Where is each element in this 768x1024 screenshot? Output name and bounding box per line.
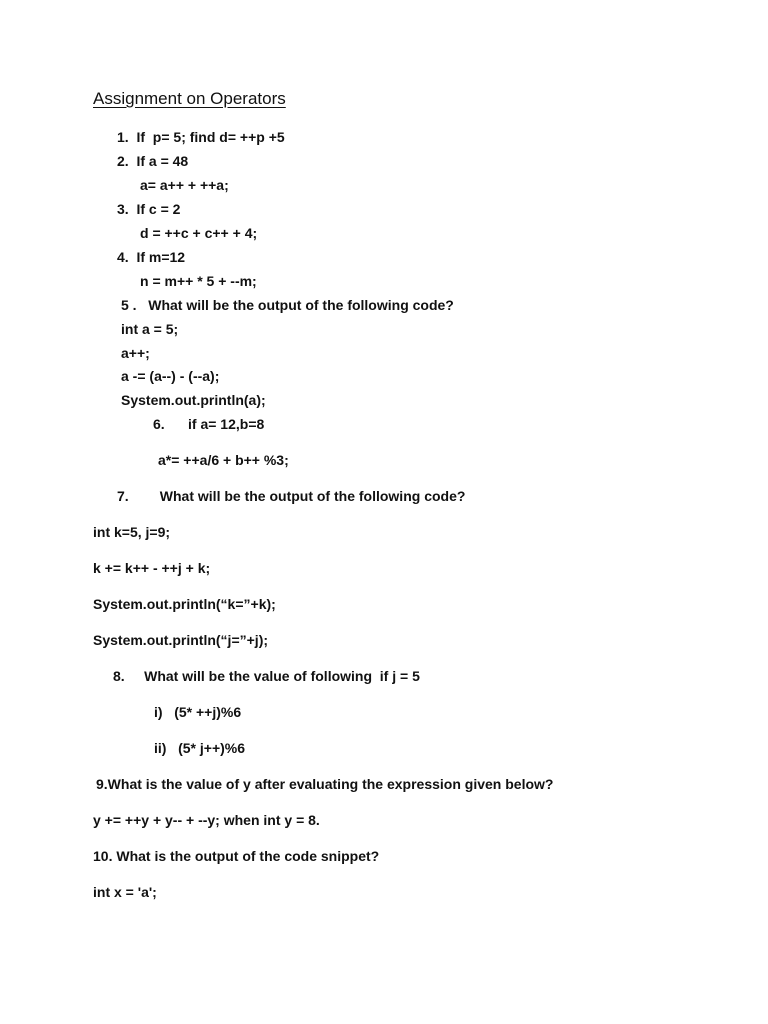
question-7-code-line: int k=5, j=9; (93, 524, 171, 540)
question-2-expression: a= a++ + ++a; (140, 177, 229, 193)
question-7-code-line: System.out.println(“k=”+k); (93, 596, 276, 612)
question-6-line: 6. if a= 12,b=8 (153, 416, 265, 432)
question-10-line: 10. What is the output of the code snippet? (93, 848, 380, 864)
question-5-code-line: int a = 5; (121, 321, 179, 337)
question-5-code-line: System.out.println(a); (121, 392, 266, 408)
question-1-line: 1. If p= 5; find d= ++p +5 (117, 129, 285, 145)
question-9-line: 9.What is the value of y after evaluating the expression given below? (96, 776, 554, 792)
question-2-line: 2. If a = 48 (117, 153, 189, 169)
question-4-expression: n = m++ * 5 + --m; (140, 273, 257, 289)
question-7-code-line: k += k++ - ++j + k; (93, 560, 211, 576)
question-8-part-i: i) (5* ++j)%6 (154, 704, 242, 720)
question-3-line: 3. If c = 2 (117, 201, 181, 217)
question-6-expression: a*= ++a/6 + b++ %3; (158, 452, 289, 468)
question-8-line: 8. What will be the value of following if j = 5 (113, 668, 420, 684)
question-5-code-line: a++; (121, 345, 150, 361)
question-5-code-line: a -= (a--) - (--a); (121, 368, 220, 384)
question-9-expression: y += ++y + y-- + --y; when int y = 8. (93, 812, 320, 828)
question-5-line: 5 . What will be the output of the following code? (121, 297, 454, 313)
question-10-code-line: int x = 'a'; (93, 884, 157, 900)
question-7-line: 7. What will be the output of the following code? (117, 488, 466, 504)
document-title: Assignment on Operators (93, 89, 286, 108)
question-4-line: 4. If m=12 (117, 249, 186, 265)
question-8-part-ii: ii) (5* j++)%6 (154, 740, 246, 756)
question-3-expression: d = ++c + c++ + 4; (140, 225, 258, 241)
question-7-code-line: System.out.println(“j=”+j); (93, 632, 269, 648)
